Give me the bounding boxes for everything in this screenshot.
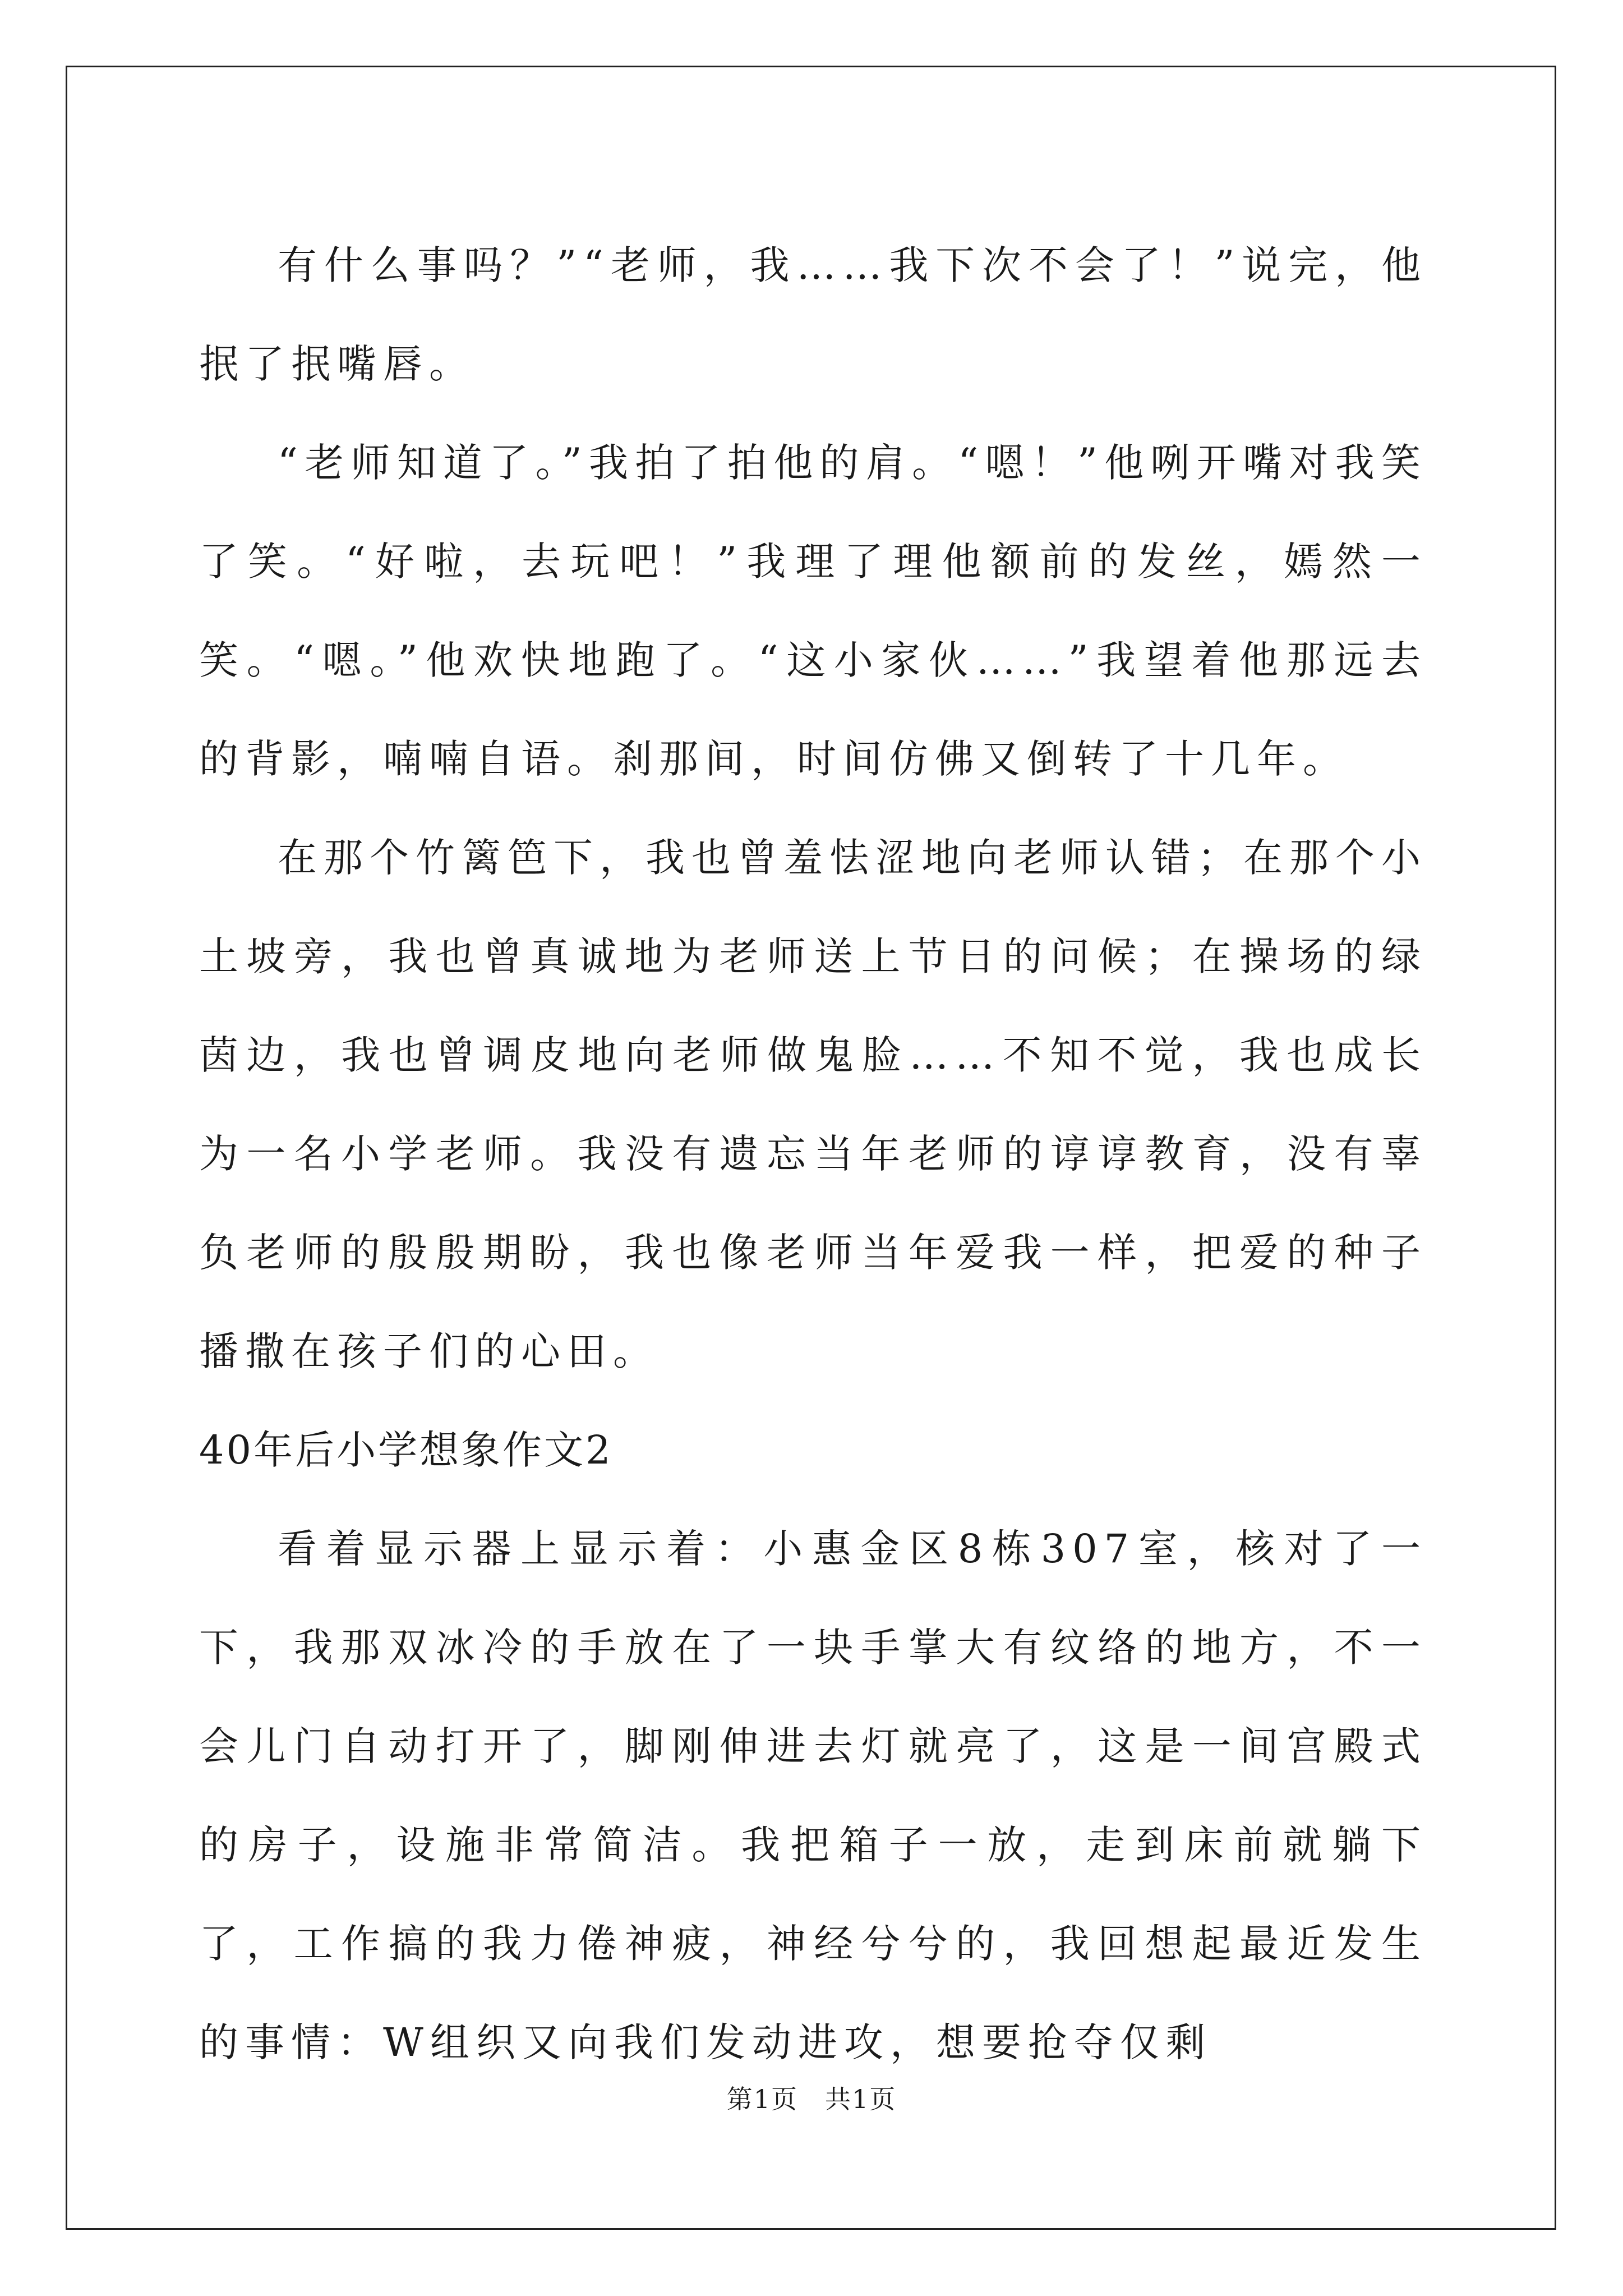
paragraph-1: 有什么事吗？”“老师，我……我下次不会了！”说完，他抿了抿嘴唇。	[199, 242, 1427, 387]
page-footer: 第1页 共1页	[726, 2084, 897, 2114]
paragraph-3: 在那个竹篱笆下，我也曾羞怯涩地向老师认错；在那个小土坡旁，我也曾真诚地为老师送上节日的问候；在操场的绿茵边，我也曾调皮地向老师做鬼脸……不知不觉，我也成长为一名小学老师。我没有遗忘当年老师的谆谆教育，没有辜负老师的殷殷期盼，我也像老师当年爱我一样，把爱的种子播撒在孩子们的心田。	[199, 835, 1427, 1374]
essay-heading: 40年后小学想象作文2	[199, 1427, 613, 1473]
paragraph-4: 看着显示器上显示着：小惠金区8栋307室，核对了一下，我那双冰冷的手放在了一块手掌大有纹络的地方，不一会儿门自动打开了，脚刚伸进去灯就亮了，这是一间宫殿式的房子，设施非常简洁。我把箱子一放，走到床前就躺下了，工作搞的我力倦神疲，神经兮兮的，我回想起最近发生的事情：W组织又向我们发动进攻，想要抢夺仅剩	[199, 1526, 1427, 2065]
document-body	[199, 216, 1427, 2092]
paragraph-2: “老师知道了。”我拍了拍他的肩。“嗯！”他咧开嘴对我笑了笑。“好啦，去玩吧！”我理了理他额前的发丝，嫣然一笑。“嗯。”他欢快地跑了。“这小家伙……”我望着他那远去的背影，喃喃自语。刹那间，时间仿佛又倒转了十几年。	[199, 440, 1427, 782]
